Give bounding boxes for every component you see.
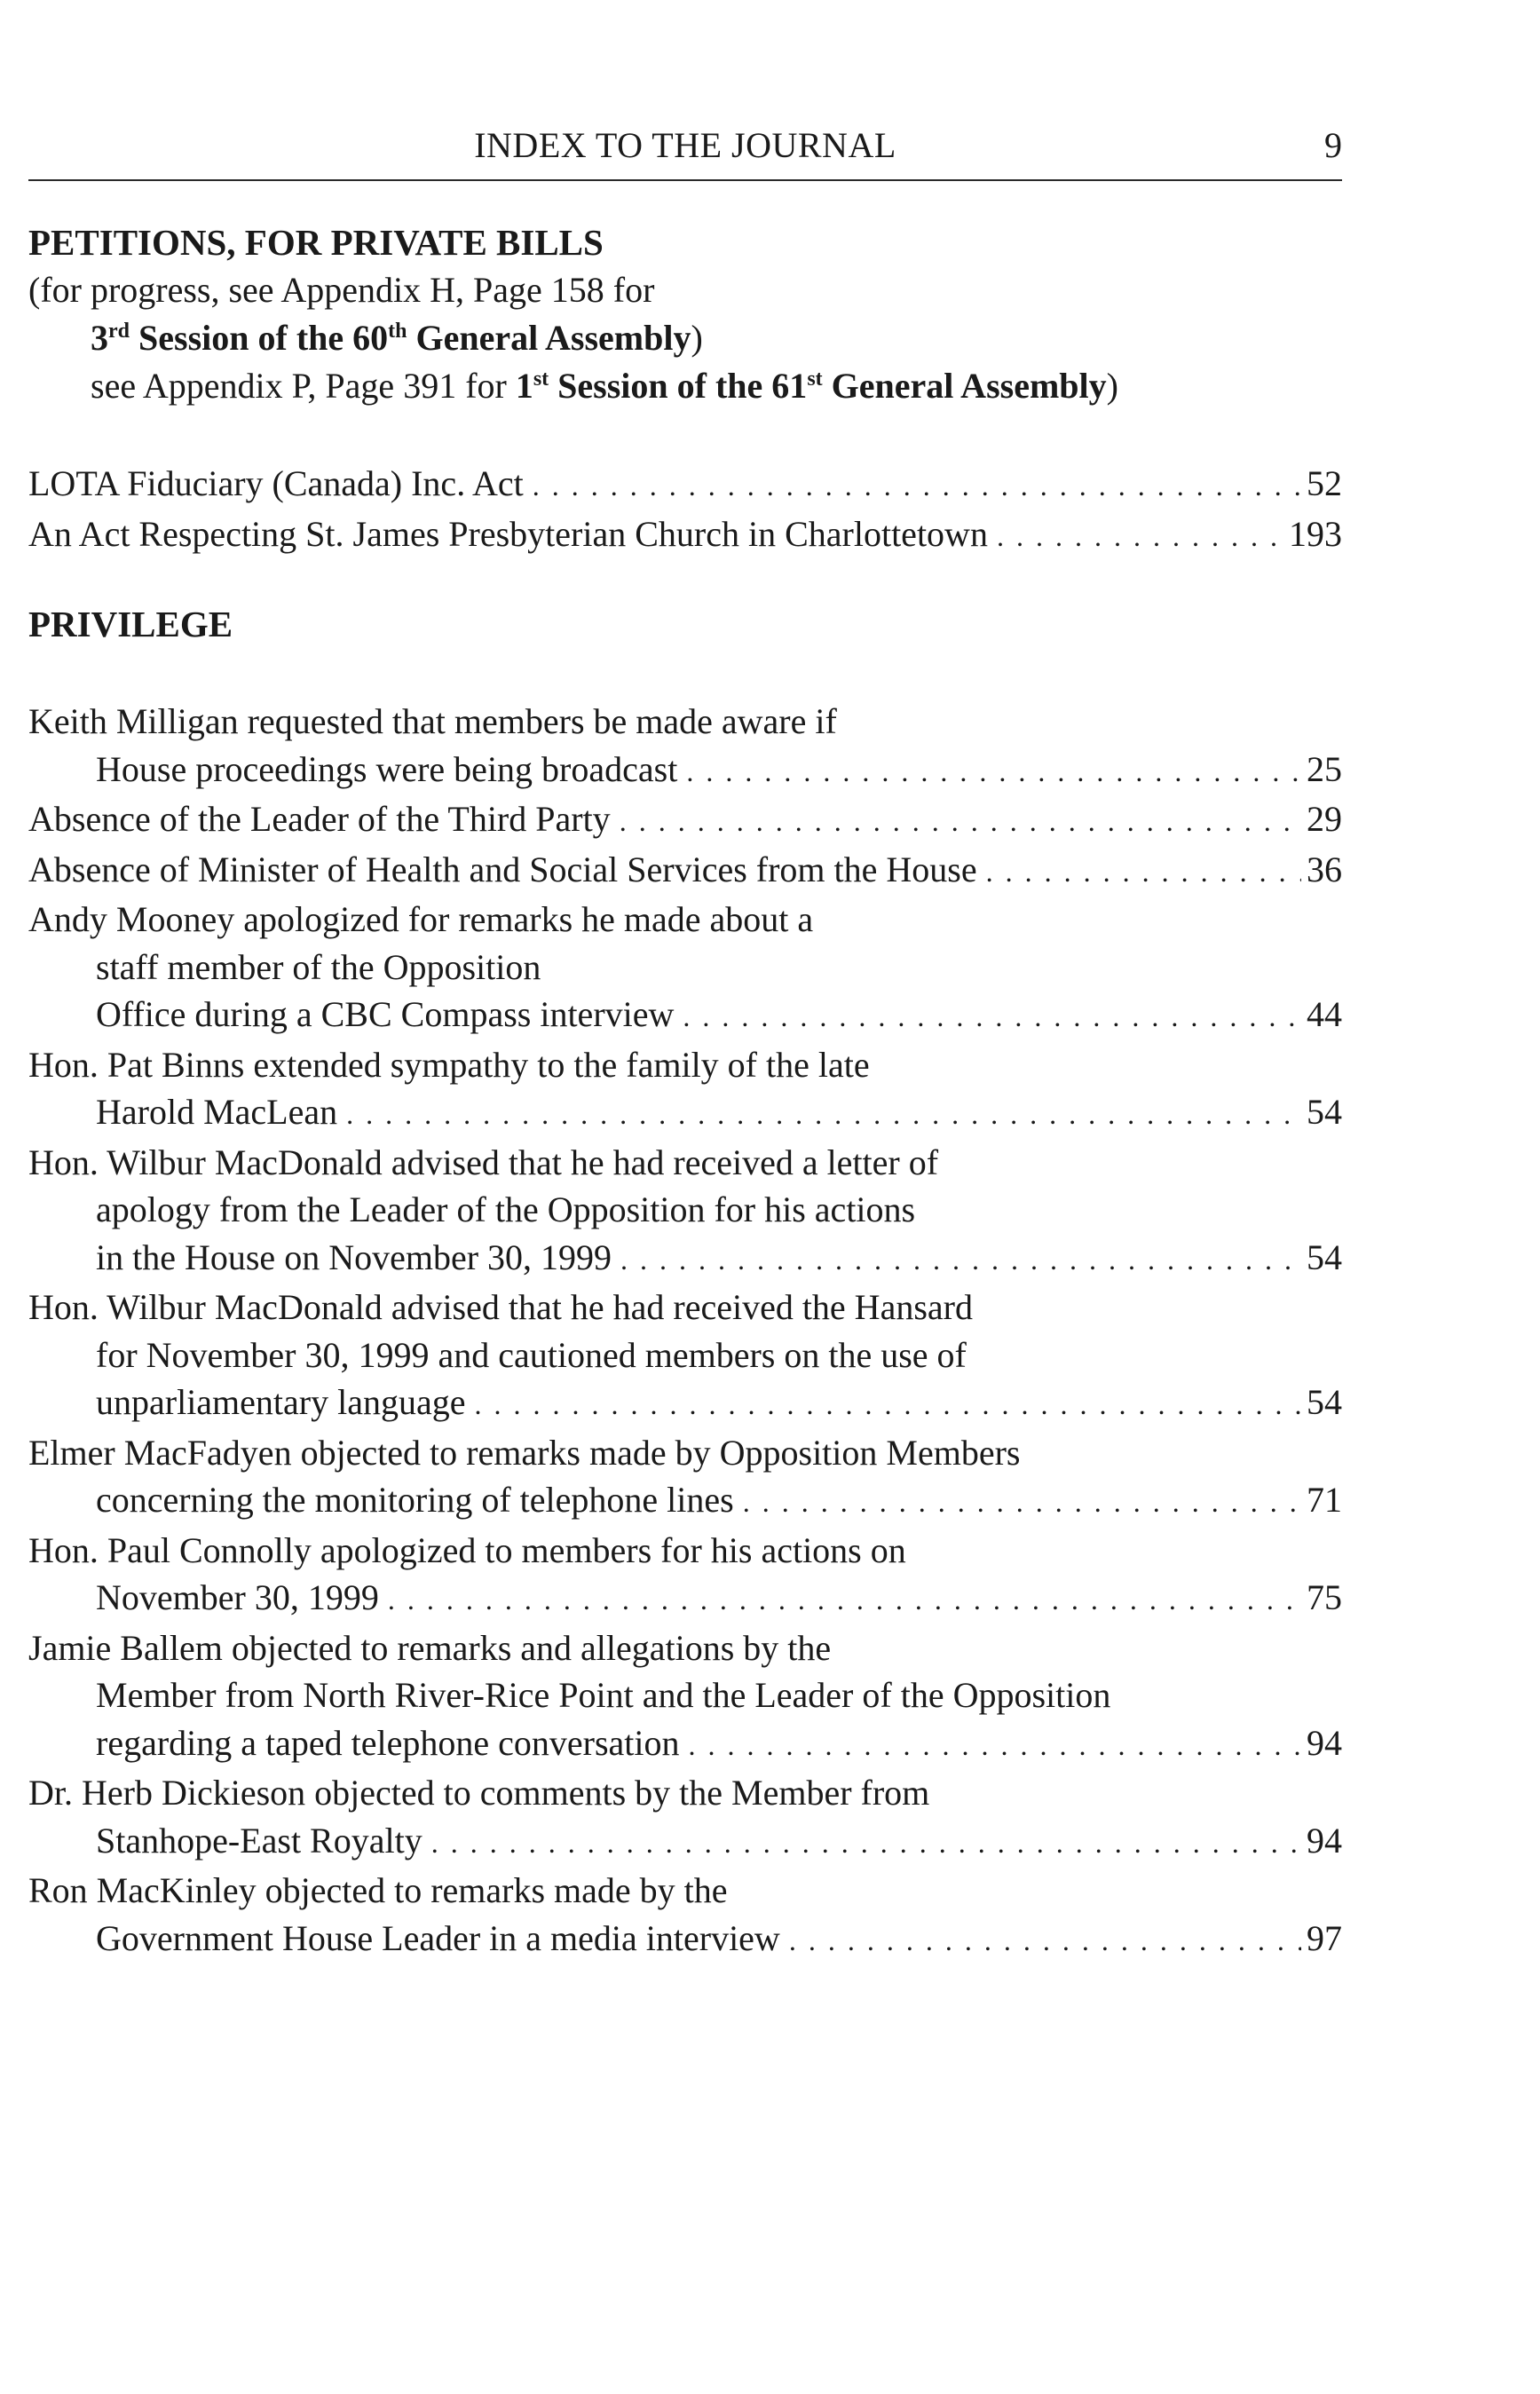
entry-page-number: 97: [1307, 1917, 1342, 1958]
entry-page-number: 54: [1307, 1382, 1342, 1422]
petitions-entries: [28, 460, 1342, 560]
index-entry: [28, 1867, 1342, 1964]
dot-leader: [789, 1917, 1301, 1965]
entry-page-number: 44: [1307, 994, 1342, 1034]
dot-leader: [743, 1479, 1301, 1527]
entry-leader-line: [28, 1476, 1342, 1527]
entry-leader-line: [28, 1719, 1342, 1770]
entry-text-line: Ron MacKinley objected to remarks made by the: [28, 1870, 728, 1910]
privilege-entries: [28, 698, 1342, 1964]
entry-leader-line: [28, 1379, 1342, 1429]
dot-leader: [689, 1722, 1302, 1770]
entry-text-line: Hon. Pat Binns extended sympathy to the family of the late: [28, 1044, 870, 1085]
entry-text-line: Member from North River-Rice Point and the Leader of the Opposition: [96, 1675, 1111, 1715]
index-entry: [28, 795, 1342, 846]
entry-leader-line: [28, 795, 1342, 846]
entry-page-number: 52: [1307, 463, 1342, 503]
entry-text: An Act Respecting St. James Presbyterian Church in Charlottetown: [28, 513, 988, 554]
petitions-note-line-1: (for progress, see Appendix H, Page 158 for: [28, 270, 655, 310]
entry-page-number: 29: [1307, 799, 1342, 839]
dot-leader: [683, 993, 1301, 1041]
entry-page-number: 54: [1307, 1092, 1342, 1132]
entry-text-line: for November 30, 1999 and cautioned members on the use of: [96, 1334, 967, 1375]
index-entry: [28, 1769, 1342, 1867]
entry-text-line: Keith Milligan requested that members be made aware if: [28, 701, 837, 741]
session-text: Session of the 60: [130, 318, 389, 358]
header-title: INDEX TO THE JOURNAL: [474, 125, 896, 165]
index-entry: [28, 510, 1342, 561]
session-text: Session of the 61: [549, 366, 808, 406]
entry-text: Office during a CBC Compass interview: [96, 994, 675, 1034]
petitions-section: [28, 218, 1342, 410]
ordinal-suffix: st: [533, 367, 549, 391]
index-entry: [28, 698, 1342, 795]
privilege-section: [28, 600, 1342, 648]
entry-text-line: Hon. Paul Connolly apologized to members for his actions on: [28, 1529, 906, 1570]
entry-text-line: Hon. Wilbur MacDonald advised that he had received a letter of: [28, 1142, 939, 1182]
close-paren: ): [1106, 366, 1118, 406]
entry-text: Harold MacLean: [96, 1092, 338, 1132]
dot-leader: [388, 1576, 1301, 1624]
entry-leader-line: [28, 1234, 1342, 1284]
ordinal-number: 1: [515, 366, 533, 406]
entry-text: LOTA Fiduciary (Canada) Inc. Act: [28, 463, 524, 503]
entry-page-number: 94: [1307, 1820, 1342, 1861]
entry-text: in the House on November 30, 1999: [96, 1237, 612, 1277]
entry-text: Absence of the Leader of the Third Party: [28, 799, 611, 839]
ordinal-suffix: th: [388, 320, 407, 343]
dot-leader: [474, 1381, 1301, 1429]
index-entry: [28, 1139, 1342, 1284]
entry-text-line: Dr. Herb Dickieson objected to comments by the Member from: [28, 1773, 930, 1813]
entry-text-line: Andy Mooney apologized for remarks he made about a: [28, 899, 814, 939]
index-entry: [28, 1041, 1342, 1139]
assembly-text: General Assembly: [407, 318, 691, 358]
dot-leader: [686, 748, 1301, 796]
petitions-note-line-2: [28, 314, 1342, 362]
entry-text-line: Elmer MacFadyen objected to remarks made by Opposition Members: [28, 1432, 1021, 1473]
entry-text-line: Hon. Wilbur MacDonald advised that he had received the Hansard: [28, 1287, 973, 1327]
appendix-text: see Appendix P, Page 391 for: [91, 366, 516, 406]
entry-page-number: 71: [1307, 1480, 1342, 1520]
dot-leader: [620, 798, 1301, 846]
index-entry: [28, 1429, 1342, 1527]
page-header: [28, 124, 1342, 181]
entry-text: unparliamentary language: [96, 1382, 466, 1422]
entry-text: concerning the monitoring of telephone lines: [96, 1480, 734, 1520]
index-entry: [28, 846, 1342, 897]
entry-page-number: 193: [1289, 513, 1342, 554]
entry-text: Absence of Minister of Health and Social Services from the House: [28, 849, 977, 889]
entry-leader-line: [28, 1817, 1342, 1868]
entry-page-number: 25: [1307, 748, 1342, 789]
entry-page-number: 94: [1307, 1722, 1342, 1763]
entry-leader-line: [28, 1574, 1342, 1624]
petitions-note-line-3: [28, 362, 1342, 410]
index-entry: [28, 1624, 1342, 1770]
dot-leader: [431, 1820, 1301, 1868]
privilege-heading: PRIVILEGE: [28, 604, 233, 644]
entry-leader-line: [28, 1915, 1342, 1965]
entry-leader-line: [28, 746, 1342, 796]
entry-leader-line: [28, 846, 1342, 897]
dot-leader: [986, 849, 1301, 897]
entry-text: House proceedings were being broadcast: [96, 748, 678, 789]
entry-text: Stanhope-East Royalty: [96, 1820, 423, 1861]
entry-text: regarding a taped telephone conversation: [96, 1722, 680, 1763]
ordinal-suffix: st: [807, 367, 823, 391]
petitions-heading: PETITIONS, FOR PRIVATE BILLS: [28, 222, 604, 263]
entry-page-number: 54: [1307, 1237, 1342, 1277]
dot-leader: [533, 462, 1301, 510]
assembly-text: General Assembly: [822, 366, 1107, 406]
entry-text-line: apology from the Leader of the Opposition for his actions: [96, 1189, 916, 1229]
entry-leader-line: [28, 1088, 1342, 1139]
entry-text-line: staff member of the Opposition: [96, 946, 541, 987]
entry-text: Government House Leader in a media interview: [96, 1917, 780, 1958]
index-entry: [28, 896, 1342, 1041]
entry-page-number: 36: [1307, 849, 1342, 889]
entry-leader-line: [28, 510, 1342, 561]
dot-leader: [997, 513, 1283, 561]
header-page-number: 9: [1324, 125, 1342, 165]
dot-leader: [620, 1237, 1301, 1284]
index-entry: [28, 1284, 1342, 1429]
index-entry: [28, 460, 1342, 510]
entry-text: November 30, 1999: [96, 1577, 379, 1617]
entry-leader-line: [28, 460, 1342, 510]
close-paren: ): [691, 318, 703, 358]
ordinal-suffix: rd: [108, 320, 130, 343]
petitions-note: [28, 266, 1342, 410]
entry-page-number: 75: [1307, 1577, 1342, 1617]
ordinal-number: 3: [91, 318, 108, 358]
entry-text-line: Jamie Ballem objected to remarks and allegations by the: [28, 1627, 832, 1668]
entry-leader-line: [28, 991, 1342, 1041]
dot-leader: [346, 1091, 1301, 1139]
index-entry: [28, 1527, 1342, 1624]
